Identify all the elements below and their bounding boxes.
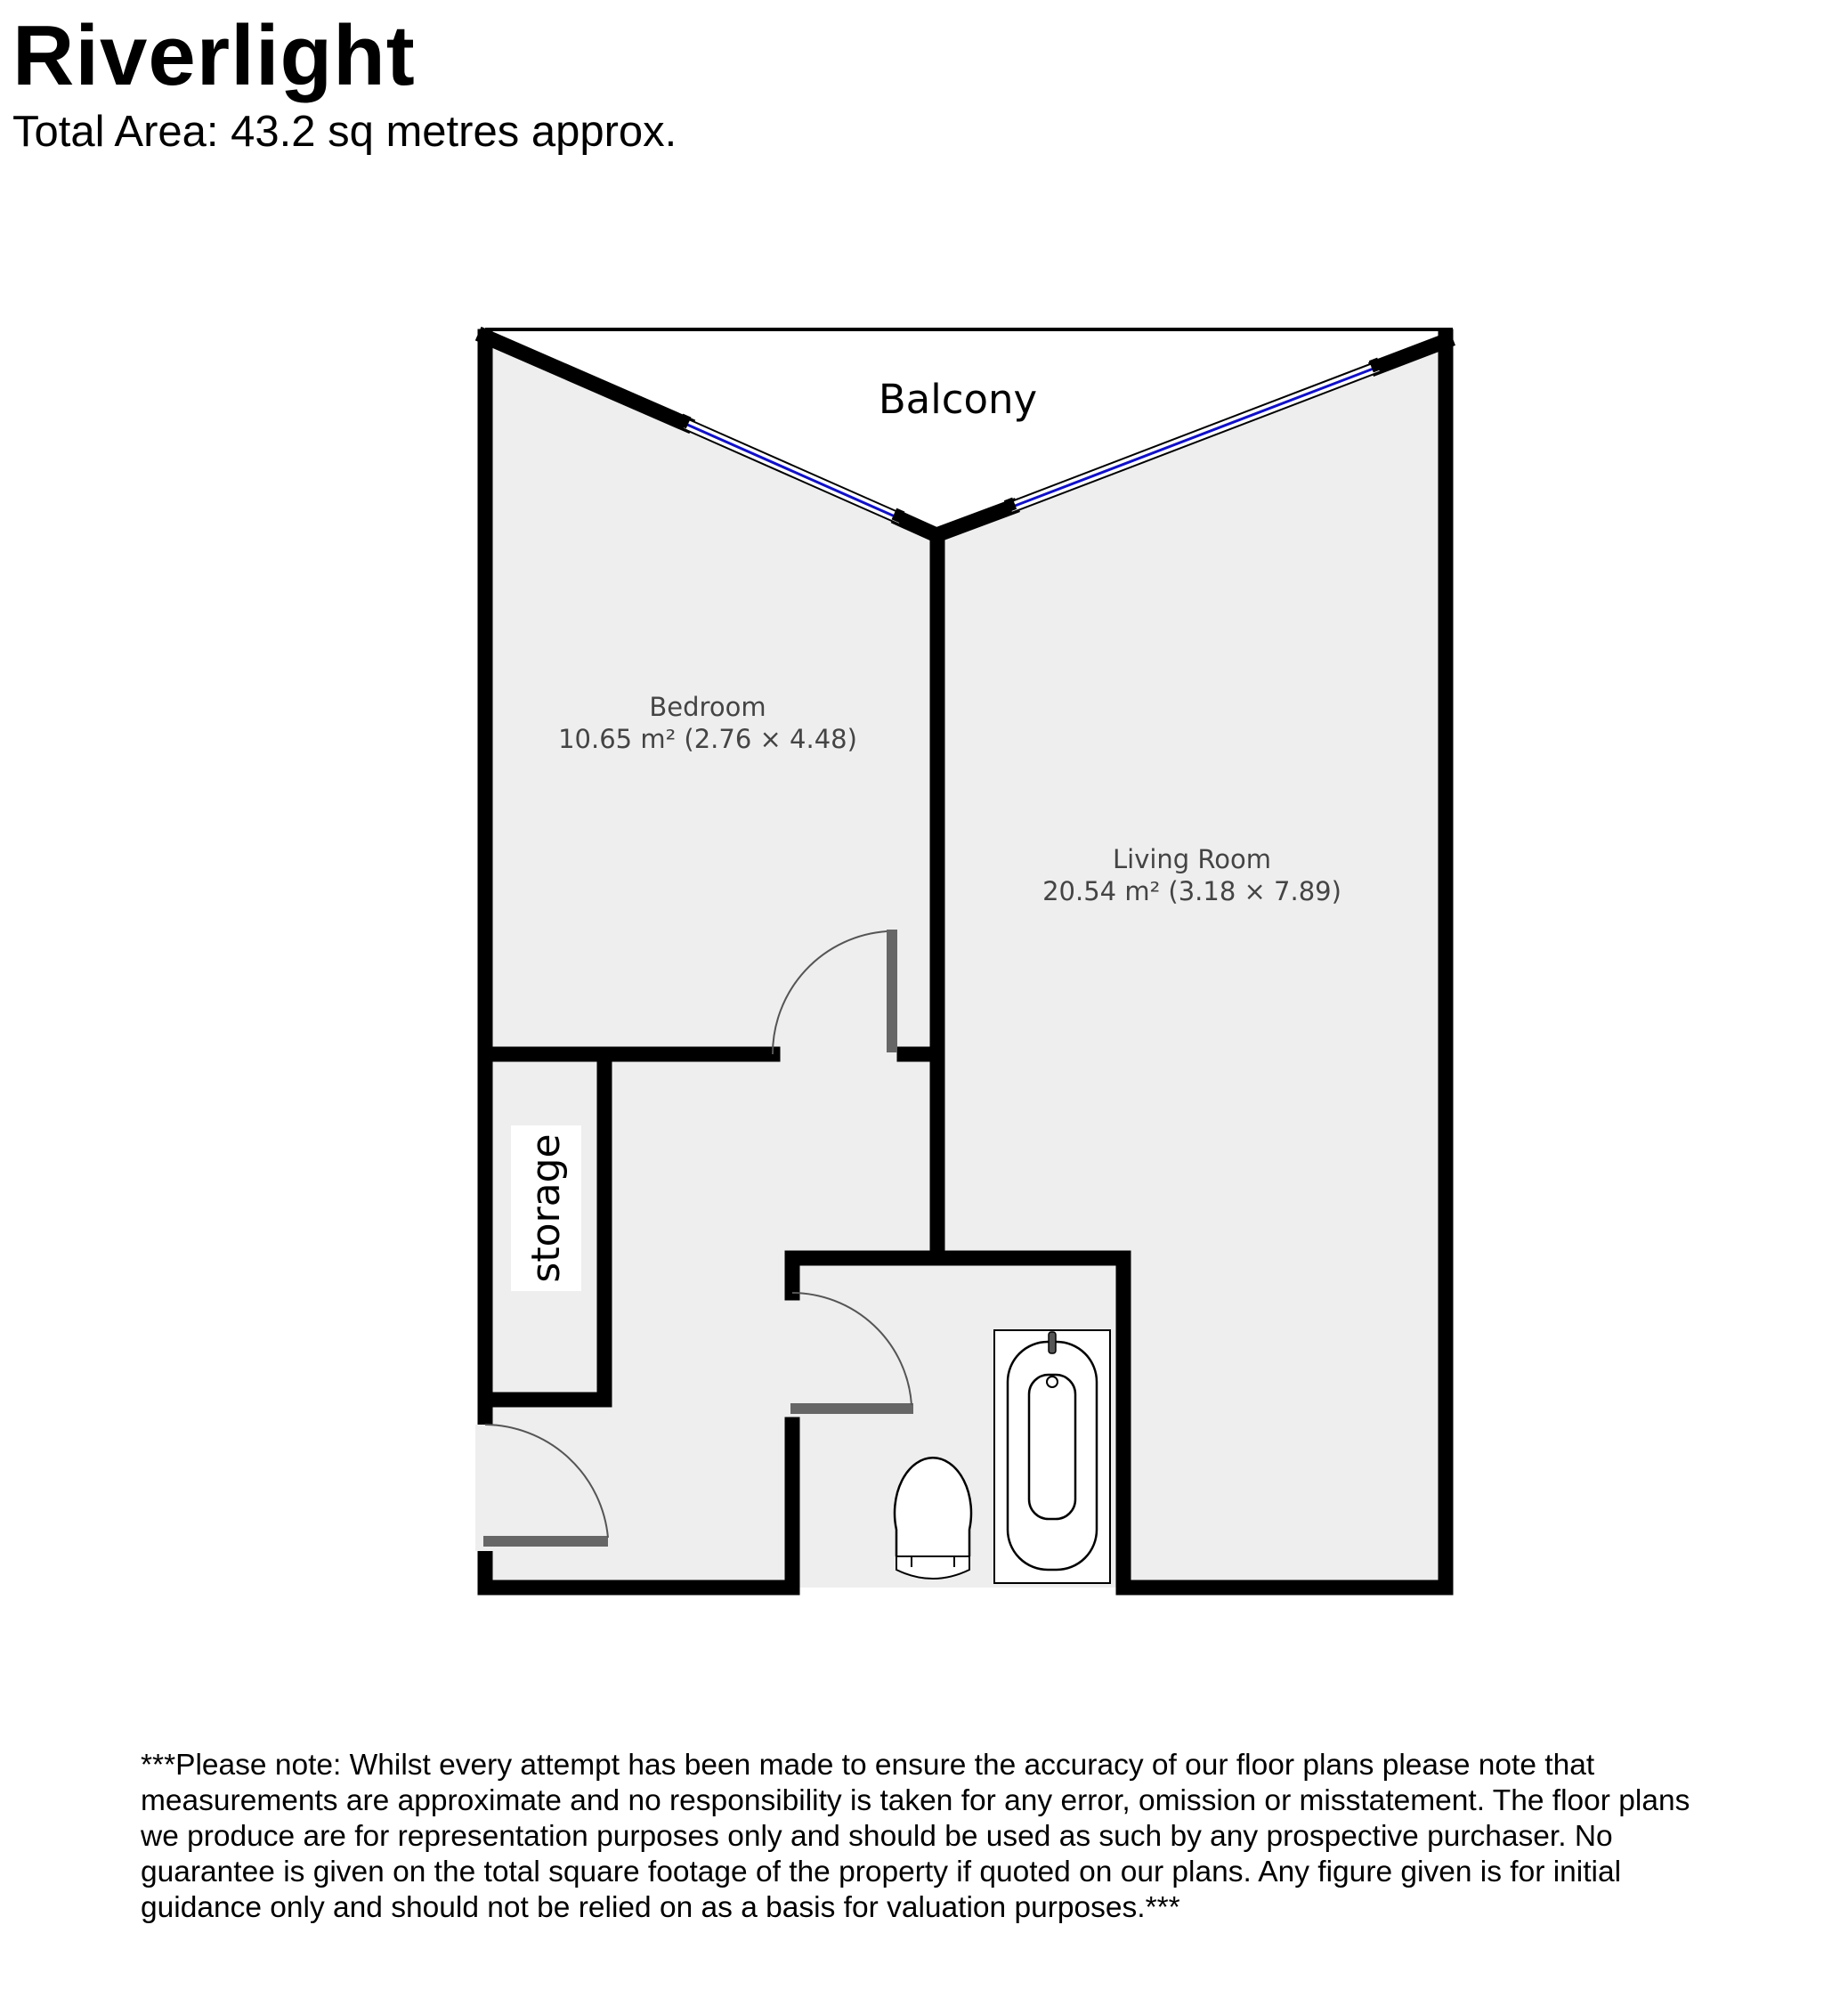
disclaimer	[141, 1748, 1734, 1926]
bedroom-label: Bedroom	[649, 692, 766, 722]
disclaimer-line: guidance only and should not be relied on as a basis for valuation purposes.***	[141, 1891, 1180, 1924]
toilet	[895, 1458, 971, 1579]
total-area: Total Area: 43.2 sq metres approx.	[12, 108, 677, 156]
storage-label: storage	[523, 1133, 569, 1283]
disclaimer-line: guarantee is given on the total square footage of the property if quoted on our plans. Any figure given is for initial	[141, 1856, 1622, 1888]
bedroom-door-leaf	[887, 930, 897, 1052]
disclaimer-line: we produce are for representation purposes only and should be used as such by any prospective purchaser. No	[141, 1820, 1613, 1853]
disclaimer-line: measurements are approximate and no responsibility is taken for any error, omission or misstatement. The floor plans	[141, 1784, 1690, 1817]
entrance-gap	[475, 1425, 495, 1551]
entrance-door-leaf	[483, 1536, 608, 1547]
bathtub	[994, 1330, 1110, 1583]
bathroom-door-leaf	[790, 1403, 913, 1414]
plan-title: Riverlight	[12, 8, 416, 103]
living-room-size: 20.54 m² (3.18 × 7.89)	[1042, 876, 1341, 906]
living-room-label: Living Room	[1112, 844, 1272, 874]
bedroom-size: 10.65 m² (2.76 × 4.48)	[558, 724, 857, 754]
disclaimer-line: ***Please note: Whilst every attempt has been made to ensure the accuracy of our floor plans please note that	[141, 1749, 1595, 1782]
balcony-label: Balcony	[878, 376, 1038, 423]
